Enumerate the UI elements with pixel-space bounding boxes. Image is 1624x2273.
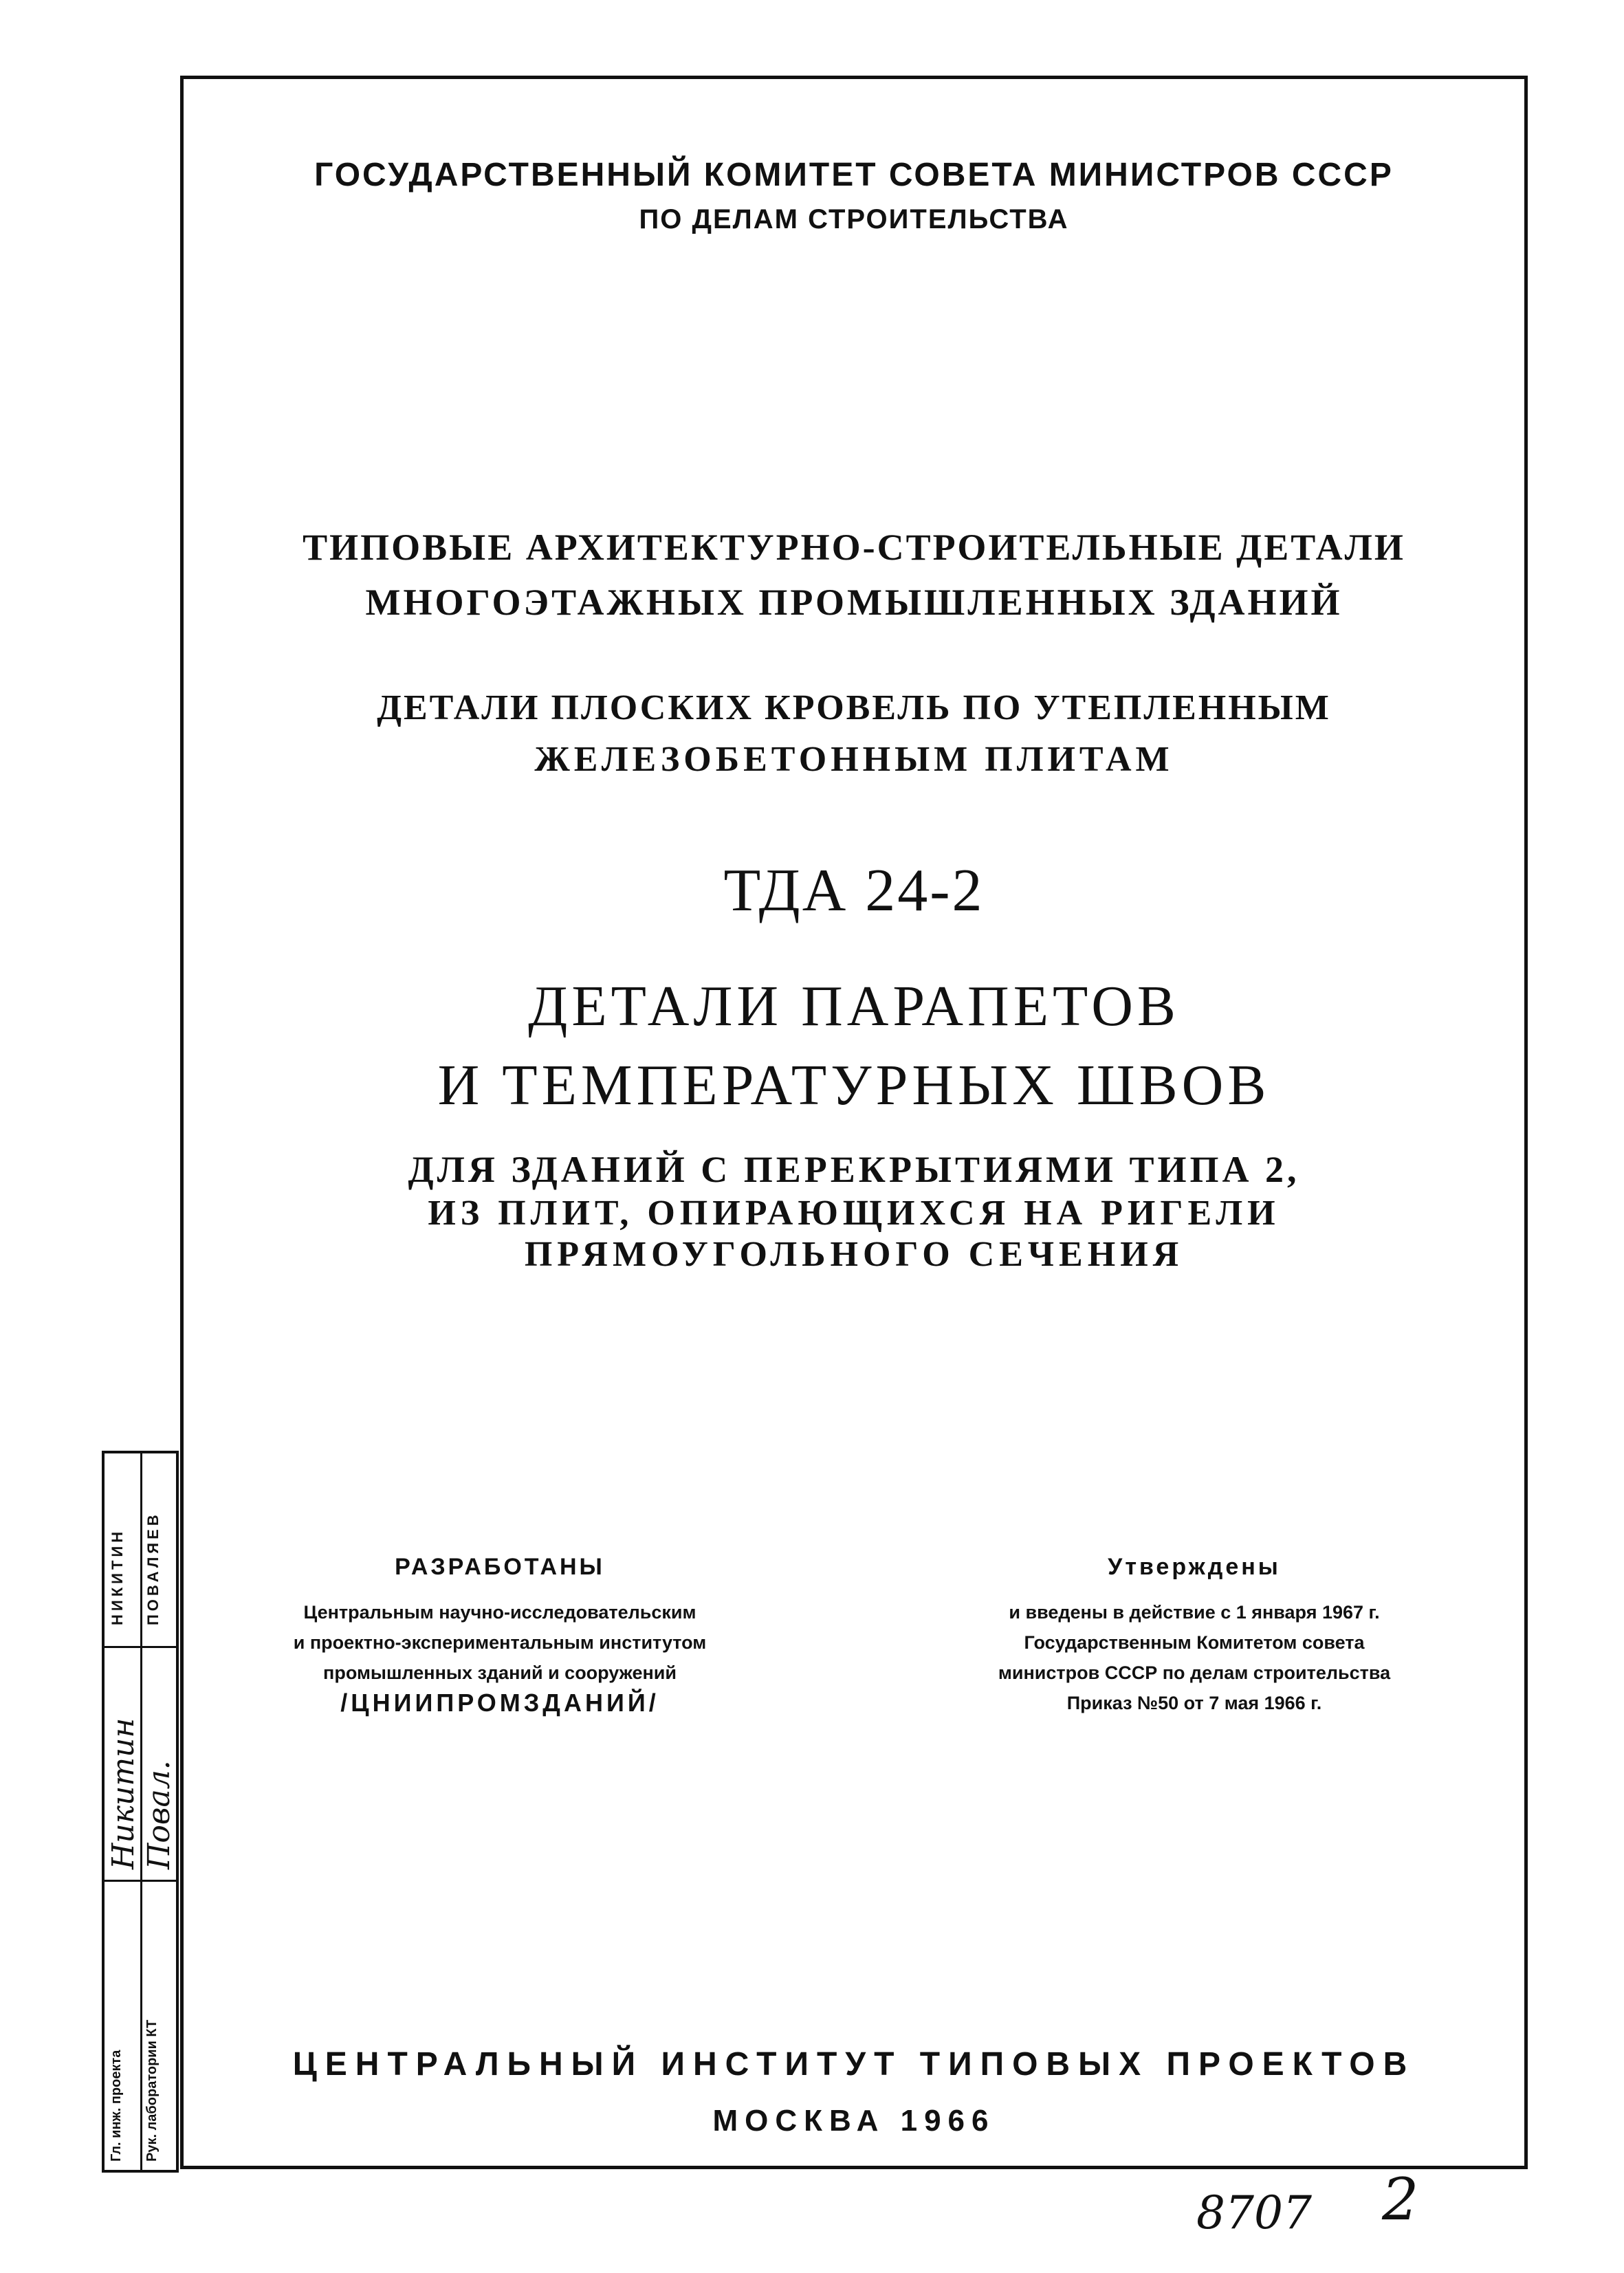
signature-2: Повал.	[142, 1760, 177, 1869]
developed-by-block	[197, 1554, 802, 1718]
series-title-line-2: МНОГОЭТАЖНЫХ ПРОМЫШЛЕННЫХ ЗДАНИЙ	[365, 582, 1343, 623]
publisher-name: ЦЕНТРАЛЬНЫЙ ИНСТИТУТ ТИПОВЫХ ПРОЕКТОВ	[292, 2046, 1416, 2083]
series-title-line-1: ТИПОВЫЕ АРХИТЕКТУРНО-СТРОИТЕЛЬНЫЕ ДЕТАЛИ	[303, 527, 1405, 568]
publication-city-year: МОСКВА 1966	[712, 2104, 996, 2138]
org-line-1: ГОСУДАРСТВЕННЫЙ КОМИТЕТ СОВЕТА МИНИСТРОВ СССР	[314, 157, 1394, 193]
stamp-name-2: ПОВАЛЯЕВ	[144, 1511, 162, 1625]
stamp-role-2: Рук. лаборатории КТ	[144, 2019, 160, 2162]
developed-line-3: промышленных зданий и сооружений	[323, 1662, 677, 1683]
main-title-line-1: ДЕТАЛИ ПАРАПЕТОВ	[528, 974, 1180, 1038]
approved-line-3: министров СССР по делам строительства	[998, 1662, 1391, 1683]
sheet-number: 2	[1382, 2166, 1419, 2233]
approval-order: Приказ №50 от 7 мая 1966 г.	[1066, 1693, 1322, 1713]
stamp-divider-2	[105, 1880, 176, 1882]
title-page-frame	[180, 76, 1528, 2169]
approved-line-1: и введены в действие с 1 января 1967 г.	[1009, 1602, 1380, 1623]
signature-1: Никитин	[106, 1717, 141, 1869]
stamp-role-1: Гл. инж. проекта	[109, 2050, 124, 2162]
subject-line-2: ЖЕЛЕЗОБЕТОННЫМ ПЛИТАМ	[534, 740, 1174, 779]
developed-line-2: и проектно-экспериментальным институтом	[293, 1632, 707, 1653]
inventory-number: 8707	[1196, 2186, 1312, 2239]
approved-heading: Утверждены	[1108, 1554, 1281, 1580]
developed-abbreviation: /ЦНИИПРОМЗДАНИЙ/	[340, 1689, 659, 1717]
approved-block	[892, 1554, 1497, 1718]
scope-note-line-1: ДЛЯ ЗДАНИЙ С ПЕРЕКРЫТИЯМИ ТИПА 2,	[408, 1149, 1300, 1190]
approval-stamp	[102, 1451, 179, 2173]
subject-line-1: ДЕТАЛИ ПЛОСКИХ КРОВЕЛЬ ПО УТЕПЛЕННЫМ	[377, 688, 1331, 727]
developed-line-1: Центральным научно-исследовательским	[303, 1602, 696, 1623]
developed-heading: РАЗРАБОТАНЫ	[395, 1554, 605, 1580]
approved-line-2: Государственным Комитетом совета	[1024, 1632, 1365, 1653]
main-title-line-2: И ТЕМПЕРАТУРНЫХ ШВОВ	[437, 1053, 1271, 1117]
scope-note-line-3: ПРЯМОУГОЛЬНОГО СЕЧЕНИЯ	[524, 1235, 1184, 1274]
scope-note-line-2: ИЗ ПЛИТ, ОПИРАЮЩИХСЯ НА РИГЕЛИ	[428, 1194, 1280, 1233]
document-code: ТДА 24-2	[723, 857, 985, 924]
org-line-2: ПО ДЕЛАМ СТРОИТЕЛЬСТВА	[639, 204, 1069, 234]
stamp-name-1: НИКИТИН	[109, 1528, 126, 1625]
stamp-divider-1	[105, 1646, 176, 1648]
